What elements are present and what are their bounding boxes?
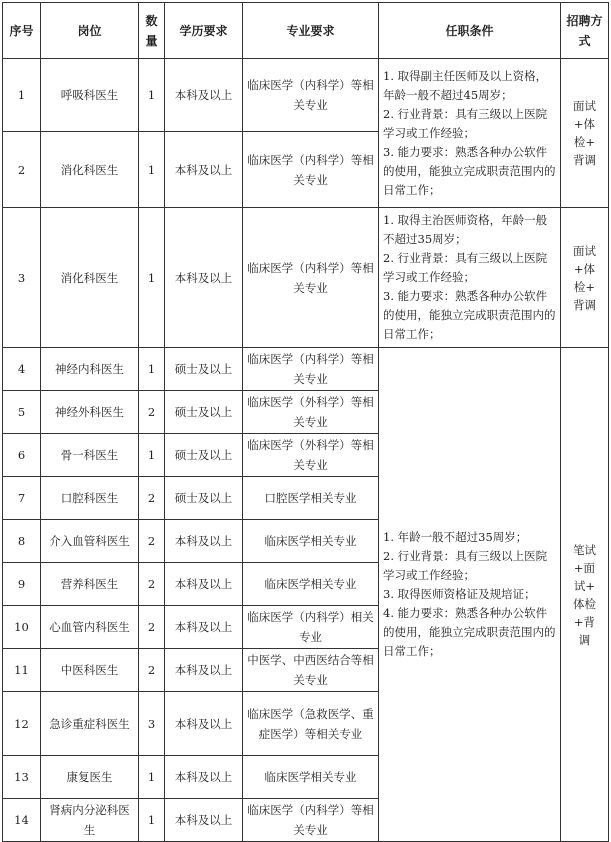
major-cell: 临床医学（内科学）等相关专业 (243, 59, 379, 132)
table-row (3, 348, 609, 391)
major-cell: 临床医学（外科学）等相关专业 (243, 434, 379, 477)
position-cell: 营养科医生 (41, 563, 139, 606)
count-cell: 2 (139, 477, 165, 520)
major-cell: 临床医学相关专业 (243, 756, 379, 799)
header-method: 招聘方式 (561, 3, 609, 59)
recruitment-table (2, 2, 609, 842)
count-cell: 2 (139, 606, 165, 649)
header-education: 学历要求 (165, 3, 243, 59)
education-cell: 硕士及以上 (165, 391, 243, 434)
position-cell: 急诊重症科医生 (41, 692, 139, 756)
major-cell: 口腔医学相关专业 (243, 477, 379, 520)
count-cell: 1 (139, 799, 165, 842)
header-seq: 序号 (3, 3, 41, 59)
education-cell: 硕士及以上 (165, 434, 243, 477)
position-cell: 呼吸科医生 (41, 59, 139, 132)
position-cell: 骨一科医生 (41, 434, 139, 477)
education-cell: 本科及以上 (165, 606, 243, 649)
header-position: 岗位 (41, 3, 139, 59)
header-conditions: 任职条件 (379, 3, 561, 59)
major-cell: 临床医学（内科学）等相关专业 (243, 348, 379, 391)
position-cell: 介入血管科医生 (41, 520, 139, 563)
education-cell: 本科及以上 (165, 59, 243, 132)
major-cell: 中医学、中西医结合等相关专业 (243, 649, 379, 692)
count-cell: 2 (139, 391, 165, 434)
education-cell: 本科及以上 (165, 692, 243, 756)
education-cell: 硕士及以上 (165, 348, 243, 391)
count-cell: 1 (139, 59, 165, 132)
major-cell: 临床医学（内科学）等相关专业 (243, 208, 379, 348)
conditions-cell: 1. 年龄一般不超过35周岁； 2. 行业背景：具有三级以上医院学习或工作经验； 3. 取得医师资格证及规培证； 4. 能力要求：熟悉各种办公软件的使用，能独立完成职责范围内的日常工作； (379, 348, 561, 842)
seq-cell: 2 (3, 132, 41, 208)
seq-cell: 7 (3, 477, 41, 520)
seq-cell: 10 (3, 606, 41, 649)
seq-cell: 12 (3, 692, 41, 756)
position-cell: 神经内科医生 (41, 348, 139, 391)
method-cell: 面试 +体 检+ 背调 (561, 59, 609, 208)
method-cell: 笔试 +面 试+ 体检 +背 调 (561, 348, 609, 842)
education-cell: 本科及以上 (165, 756, 243, 799)
major-cell: 临床医学相关专业 (243, 563, 379, 606)
education-cell: 硕士及以上 (165, 477, 243, 520)
count-cell: 2 (139, 520, 165, 563)
major-cell: 临床医学（急救医学、重症医学）等相关专业 (243, 692, 379, 756)
seq-cell: 13 (3, 756, 41, 799)
seq-cell: 14 (3, 799, 41, 842)
position-cell: 神经外科医生 (41, 391, 139, 434)
education-cell: 本科及以上 (165, 208, 243, 348)
education-cell: 本科及以上 (165, 649, 243, 692)
header-count: 数量 (139, 3, 165, 59)
position-cell: 康复医生 (41, 756, 139, 799)
education-cell: 本科及以上 (165, 132, 243, 208)
major-cell: 临床医学（内科学）等相关专业 (243, 799, 379, 842)
count-cell: 1 (139, 434, 165, 477)
position-cell: 消化科医生 (41, 132, 139, 208)
position-cell: 中医科医生 (41, 649, 139, 692)
table-row (3, 59, 609, 132)
major-cell: 临床医学（内科学）等相关专业 (243, 132, 379, 208)
conditions-cell: 1. 取得副主任医师及以上资格，年龄一般不超过45周岁； 2. 行业背景：具有三级以上医院学习或工作经验； 3. 能力要求：熟悉各种办公软件的使用，能独立完成职责范围内的日常工作； (379, 59, 561, 208)
education-cell: 本科及以上 (165, 799, 243, 842)
seq-cell: 6 (3, 434, 41, 477)
method-cell: 面试 +体 检+ 背调 (561, 208, 609, 348)
position-cell: 消化科医生 (41, 208, 139, 348)
count-cell: 2 (139, 563, 165, 606)
seq-cell: 11 (3, 649, 41, 692)
education-cell: 本科及以上 (165, 520, 243, 563)
major-cell: 临床医学相关专业 (243, 520, 379, 563)
education-cell: 本科及以上 (165, 563, 243, 606)
seq-cell: 8 (3, 520, 41, 563)
major-cell: 临床医学（内科学）相关专业 (243, 606, 379, 649)
count-cell: 1 (139, 132, 165, 208)
seq-cell: 3 (3, 208, 41, 348)
count-cell: 3 (139, 692, 165, 756)
seq-cell: 9 (3, 563, 41, 606)
count-cell: 1 (139, 348, 165, 391)
count-cell: 2 (139, 649, 165, 692)
table-row (3, 208, 609, 348)
count-cell: 1 (139, 756, 165, 799)
position-cell: 肾病内分泌科医生 (41, 799, 139, 842)
position-cell: 心血管内科医生 (41, 606, 139, 649)
seq-cell: 4 (3, 348, 41, 391)
seq-cell: 1 (3, 59, 41, 132)
seq-cell: 5 (3, 391, 41, 434)
position-cell: 口腔科医生 (41, 477, 139, 520)
count-cell: 1 (139, 208, 165, 348)
major-cell: 临床医学（外科学）等相关专业 (243, 391, 379, 434)
conditions-cell: 1. 取得主治医师资格，年龄一般不超过35周岁； 2. 行业背景：具有三级以上医院学习或工作经验； 3. 能力要求：熟悉各种办公软件的使用，能独立完成职责范围内的日常工作； (379, 208, 561, 348)
header-major: 专业要求 (243, 3, 379, 59)
